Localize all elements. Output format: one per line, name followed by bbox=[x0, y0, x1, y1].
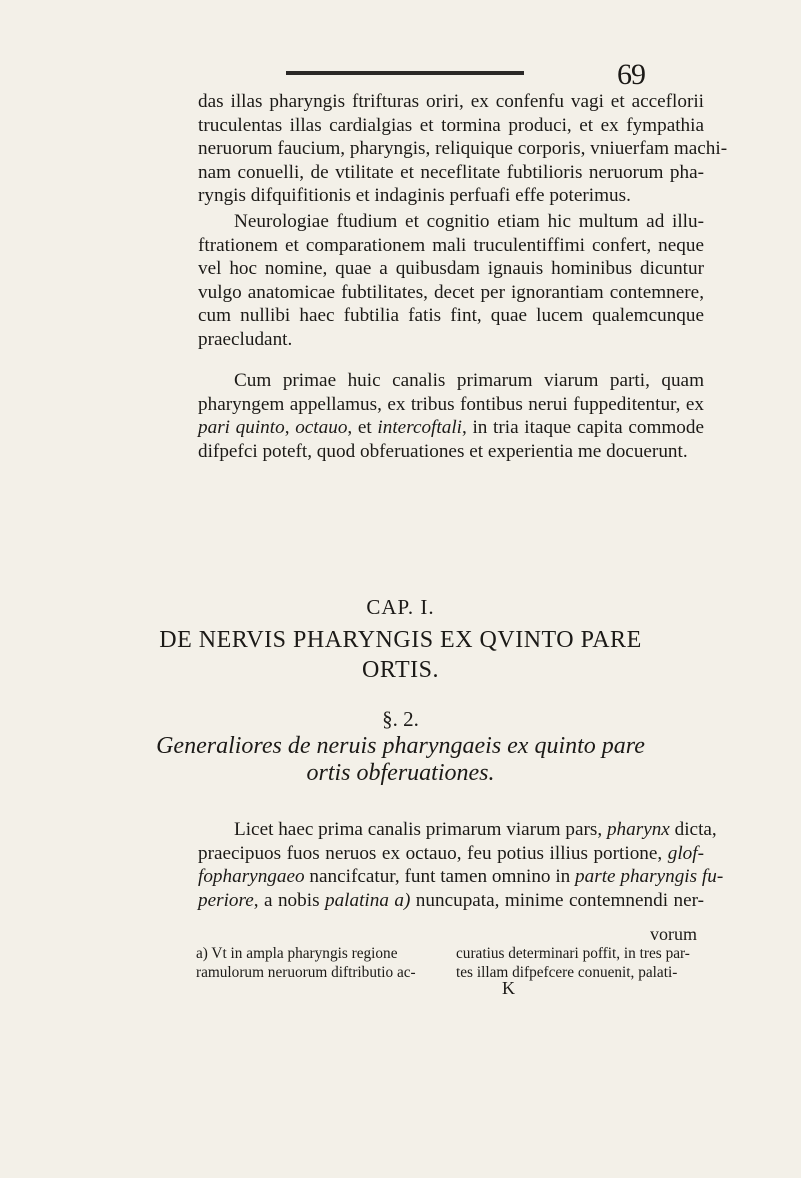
text-line bbox=[198, 842, 704, 866]
page-number: 69 bbox=[617, 58, 645, 91]
text-line: difpefci poteft, quod obferuationes et experientia me docuerunt. bbox=[198, 440, 688, 462]
text-line: Neurologiae ftudium et cognitio etiam hic multum ad illu- bbox=[234, 211, 704, 232]
text-line: ftrationem et comparationem mali truculentiffimi confert, neque bbox=[198, 234, 704, 256]
text-line bbox=[198, 889, 704, 913]
text-line bbox=[198, 818, 717, 842]
text-line: vel hoc nomine, quae a quibusdam ignauis hominibus dicuntur bbox=[198, 258, 704, 280]
footnote-line: ramulorum neruorum diftributio ac- bbox=[196, 964, 416, 981]
text-run: dicta, bbox=[669, 819, 717, 840]
text-run: nancifcatur, funt tamen omnino in bbox=[304, 866, 576, 888]
text-line: pharyngem appellamus, ex tribus fontibus nerui fuppeditentur, ex bbox=[198, 393, 704, 415]
section-number: §. 2. bbox=[382, 707, 419, 731]
text-line: nam conuelli, de vtilitate et neceflitate fubtilioris neruorum pha- bbox=[198, 161, 704, 183]
text-line: cum nullibi haec fubtilia fatis fint, quae lucem qualemcunque bbox=[198, 305, 704, 327]
paragraph-2 bbox=[198, 210, 704, 352]
italic-term: octauo bbox=[295, 417, 348, 439]
signature-mark: K bbox=[502, 978, 515, 998]
section-subtitle: ortis obferuationes. bbox=[306, 760, 495, 786]
footnote-line: curatius determinari poffit, in tres par- bbox=[456, 945, 690, 962]
paragraph-1 bbox=[198, 90, 728, 208]
text-run: Licet haec prima canalis primarum viarum pars, bbox=[234, 819, 607, 840]
text-line: ryngis difquifitionis et indaginis perfuafi effe poterimus. bbox=[198, 185, 631, 207]
section-subtitle: Generaliores de neruis pharyngaeis ex quinto pare bbox=[156, 733, 645, 759]
italic-term: pharynx bbox=[606, 819, 670, 840]
text-line: praecludant. bbox=[198, 328, 293, 350]
text-line bbox=[198, 865, 724, 889]
chapter-title-line: ORTIS. bbox=[362, 657, 439, 683]
text-line: vulgo anatomicae fubtilitates, decet per ignorantiam contemnere, bbox=[198, 281, 704, 303]
italic-term: periore bbox=[198, 889, 254, 911]
text-run: , a nobis bbox=[253, 889, 325, 911]
text-line: truculentas illas cardialgias et tormina produci, et ex fympathia bbox=[198, 114, 704, 136]
chapter-number: CAP. I. bbox=[366, 595, 435, 619]
text-run: nuncupata, minime contemnendi ner- bbox=[410, 889, 704, 911]
text-run: praecipuos fuos neruos ex octauo, feu potius illius portione, bbox=[198, 842, 668, 864]
chapter-title bbox=[0, 625, 801, 685]
text-run: , bbox=[284, 417, 296, 439]
italic-term: parte pharyngis fu- bbox=[575, 866, 724, 888]
text-run: , in tria itaque capita commode bbox=[461, 417, 705, 439]
text-line: neruorum faucium, pharyngis, reliquique corporis, vniuerfam machi- bbox=[198, 138, 728, 160]
italic-term: pari quinto bbox=[198, 417, 285, 439]
italic-term: fopharyngaeo bbox=[198, 866, 305, 888]
italic-term: intercoftali bbox=[377, 417, 462, 439]
text-line bbox=[198, 416, 704, 440]
footnote-line: tes illam difpefcere conuenit, palati- bbox=[456, 964, 678, 981]
text-run: , et bbox=[347, 417, 378, 439]
footnote-left-column bbox=[196, 944, 444, 982]
footnote-right-column bbox=[456, 944, 704, 982]
header-rule bbox=[286, 71, 524, 75]
text-line: das illas pharyngis ftrifturas oriri, ex confenfu vagi et acceflorii bbox=[198, 91, 704, 112]
paragraph-4 bbox=[198, 818, 724, 912]
chapter-title-line: DE NERVIS PHARYNGIS EX QVINTO PARE bbox=[159, 627, 642, 653]
catchword: vorum bbox=[650, 924, 697, 944]
text-line: Cum primae huic canalis primarum viarum parti, quam bbox=[234, 370, 704, 391]
paragraph-3 bbox=[198, 369, 704, 463]
italic-term: palatina a) bbox=[324, 889, 411, 911]
italic-term: glof- bbox=[667, 842, 704, 864]
footnote-line: a) Vt in ampla pharyngis regione bbox=[196, 945, 398, 962]
